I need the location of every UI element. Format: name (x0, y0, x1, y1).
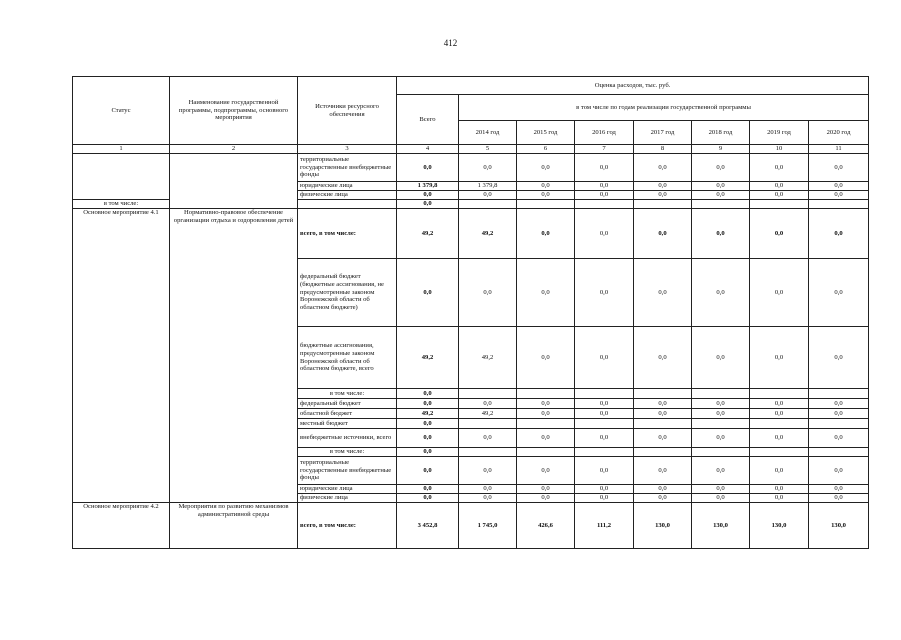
value-cell: 0,0 (634, 182, 692, 191)
value-cell: 130,0 (809, 503, 869, 549)
value-cell: 0,0 (397, 485, 459, 494)
value-cell: 0,0 (692, 154, 750, 182)
value-cell: 0,0 (692, 182, 750, 191)
col-number: 3 (298, 145, 397, 154)
col-number: 5 (459, 145, 517, 154)
table-row (73, 154, 869, 182)
value-cell: 0,0 (517, 399, 575, 409)
value-cell: 0,0 (692, 327, 750, 389)
table-row (73, 503, 869, 549)
col-number: 7 (575, 145, 634, 154)
value-cell: 0,0 (575, 494, 634, 503)
value-cell: 0,0 (517, 429, 575, 448)
value-cell: 0,0 (809, 399, 869, 409)
header-by-years: в том числе по годам реализации государственной программы (459, 95, 869, 121)
source-cell: федеральный бюджет (298, 399, 397, 409)
value-cell: 0,0 (750, 191, 809, 200)
value-cell: 0,0 (750, 154, 809, 182)
value-cell: 0,0 (692, 485, 750, 494)
year-header: 2019 год (750, 121, 809, 145)
value-cell: 0,0 (397, 191, 459, 200)
header-total: Всего (397, 95, 459, 145)
value-cell: 0,0 (634, 327, 692, 389)
value-cell: 0,0 (750, 209, 809, 259)
value-cell: 0,0 (575, 457, 634, 485)
value-cell: 0,0 (692, 209, 750, 259)
value-cell: 0,0 (750, 182, 809, 191)
value-cell: 0,0 (397, 399, 459, 409)
value-cell: 49,2 (459, 209, 517, 259)
year-header: 2014 год (459, 121, 517, 145)
value-cell: 0,0 (397, 154, 459, 182)
value-cell: 0,0 (634, 209, 692, 259)
value-cell: 0,0 (517, 182, 575, 191)
col-number: 4 (397, 145, 459, 154)
value-cell: 0,0 (750, 429, 809, 448)
col-number: 6 (517, 145, 575, 154)
value-cell: 0,0 (750, 259, 809, 327)
status-cell: Основное мероприятие 4.2 (73, 503, 170, 549)
value-cell: 0,0 (750, 327, 809, 389)
year-header: 2020 год (809, 121, 869, 145)
header-name: Наименование государственной программы, подпрограммы, основного мероприятия (170, 77, 298, 145)
value-cell: 0,0 (397, 419, 459, 429)
value-cell: 0,0 (692, 457, 750, 485)
value-cell: 0,0 (517, 327, 575, 389)
source-cell: всего, в том числе: (298, 503, 397, 549)
value-cell: 0,0 (459, 191, 517, 200)
value-cell: 0,0 (750, 399, 809, 409)
value-cell: 0,0 (517, 259, 575, 327)
col-number: 11 (809, 145, 869, 154)
value-cell: 0,0 (575, 485, 634, 494)
value-cell: 0,0 (459, 485, 517, 494)
value-cell: 0,0 (634, 409, 692, 419)
value-cell: 0,0 (397, 429, 459, 448)
value-cell: 49,2 (397, 409, 459, 419)
source-cell: областной бюджет (298, 409, 397, 419)
source-cell: физические лица (298, 494, 397, 503)
value-cell: 0,0 (750, 485, 809, 494)
value-cell: 1 379,8 (397, 182, 459, 191)
value-cell: 0,0 (517, 191, 575, 200)
value-cell: 0,0 (750, 409, 809, 419)
value-cell: 0,0 (459, 457, 517, 485)
value-cell: 426,6 (517, 503, 575, 549)
year-header: 2015 год (517, 121, 575, 145)
value-cell: 0,0 (575, 259, 634, 327)
value-cell: 0,0 (575, 409, 634, 419)
value-cell: 0,0 (634, 399, 692, 409)
value-cell: 0,0 (459, 399, 517, 409)
column-number-row (73, 145, 869, 154)
year-header: 2017 год (634, 121, 692, 145)
value-cell: 0,0 (809, 209, 869, 259)
value-cell: 0,0 (459, 429, 517, 448)
value-cell: 0,0 (517, 209, 575, 259)
value-cell: 1 379,8 (459, 182, 517, 191)
value-cell: 0,0 (459, 154, 517, 182)
value-cell: 0,0 (575, 154, 634, 182)
source-cell: в том числе: (298, 448, 397, 457)
header-source: Источники ресурсного обеспечения (298, 77, 397, 145)
value-cell: 0,0 (575, 191, 634, 200)
header-expenses: Оценка расходов, тыс. руб. (397, 77, 869, 95)
value-cell: 0,0 (397, 494, 459, 503)
value-cell: 0,0 (517, 457, 575, 485)
col-number: 8 (634, 145, 692, 154)
value-cell: 0,0 (517, 409, 575, 419)
value-cell: 0,0 (459, 494, 517, 503)
col-number: 1 (73, 145, 170, 154)
value-cell: 0,0 (517, 485, 575, 494)
name-cell: Нормативно-правовое обеспечение организации отдыха и оздоровления детей (170, 209, 298, 503)
value-cell: 0,0 (634, 485, 692, 494)
value-cell: 130,0 (750, 503, 809, 549)
value-cell: 0,0 (692, 494, 750, 503)
value-cell: 49,2 (459, 409, 517, 419)
value-cell: 0,0 (692, 191, 750, 200)
value-cell: 0,0 (692, 429, 750, 448)
value-cell: 0,0 (575, 182, 634, 191)
col-number: 2 (170, 145, 298, 154)
source-cell: юридические лица (298, 182, 397, 191)
status-cell: в том числе: (73, 200, 170, 209)
value-cell: 0,0 (517, 494, 575, 503)
value-cell: 130,0 (634, 503, 692, 549)
value-cell: 49,2 (459, 327, 517, 389)
page-number: 412 (443, 38, 458, 48)
value-cell: 0,0 (575, 209, 634, 259)
value-cell: 49,2 (397, 327, 459, 389)
value-cell: 0,0 (692, 409, 750, 419)
value-cell: 0,0 (397, 457, 459, 485)
value-cell: 0,0 (809, 259, 869, 327)
value-cell: 0,0 (809, 429, 869, 448)
value-cell: 0,0 (575, 399, 634, 409)
value-cell: 0,0 (809, 485, 869, 494)
value-cell: 49,2 (397, 209, 459, 259)
source-cell: бюджетные ассигнования, предусмотренные законом Воронежской области об областном бюджете, всего (298, 327, 397, 389)
header-status: Статус (73, 77, 170, 145)
year-header: 2018 год (692, 121, 750, 145)
source-cell: внебюджетные источники, всего (298, 429, 397, 448)
value-cell: 0,0 (809, 182, 869, 191)
value-cell: 0,0 (397, 389, 459, 399)
year-header: 2016 год (575, 121, 634, 145)
value-cell: 0,0 (634, 494, 692, 503)
col-number: 9 (692, 145, 750, 154)
source-cell: федеральный бюджет (бюджетные ассигнования, не предусмотренные законом Воронежской области об областном бюджете) (298, 259, 397, 327)
name-cell: Мероприятия по развитию механизмов административной среды (170, 503, 298, 549)
value-cell: 0,0 (397, 448, 459, 457)
value-cell: 0,0 (517, 154, 575, 182)
value-cell: 0,0 (634, 259, 692, 327)
value-cell: 0,0 (750, 457, 809, 485)
col-number: 10 (750, 145, 809, 154)
value-cell: 0,0 (575, 327, 634, 389)
header-row-1 (73, 77, 869, 95)
value-cell: 1 745,0 (459, 503, 517, 549)
source-cell: территориальные государственные внебюджетные фонды (298, 154, 397, 182)
table-row (73, 209, 869, 259)
source-cell: юридические лица (298, 485, 397, 494)
source-cell: территориальные государственные внебюджетные фонды (298, 457, 397, 485)
source-cell: физические лица (298, 191, 397, 200)
value-cell: 0,0 (634, 429, 692, 448)
value-cell: 0,0 (634, 191, 692, 200)
source-cell (298, 200, 397, 209)
value-cell: 0,0 (809, 154, 869, 182)
value-cell: 0,0 (809, 457, 869, 485)
value-cell: 0,0 (459, 259, 517, 327)
expenses-table (72, 76, 869, 549)
value-cell: 0,0 (692, 259, 750, 327)
value-cell: 0,0 (397, 200, 459, 209)
value-cell: 3 452,8 (397, 503, 459, 549)
source-cell: местный бюджет (298, 419, 397, 429)
value-cell: 0,0 (809, 327, 869, 389)
value-cell: 0,0 (397, 259, 459, 327)
value-cell: 0,0 (634, 457, 692, 485)
value-cell: 0,0 (750, 494, 809, 503)
source-cell: в том числе: (298, 389, 397, 399)
source-cell: всего, в том числе: (298, 209, 397, 259)
value-cell: 0,0 (575, 429, 634, 448)
value-cell: 111,2 (575, 503, 634, 549)
value-cell: 0,0 (809, 494, 869, 503)
status-cell: Основное мероприятие 4.1 (73, 209, 170, 503)
value-cell: 0,0 (692, 399, 750, 409)
value-cell: 0,0 (809, 409, 869, 419)
value-cell: 0,0 (809, 191, 869, 200)
value-cell: 130,0 (692, 503, 750, 549)
value-cell: 0,0 (634, 154, 692, 182)
